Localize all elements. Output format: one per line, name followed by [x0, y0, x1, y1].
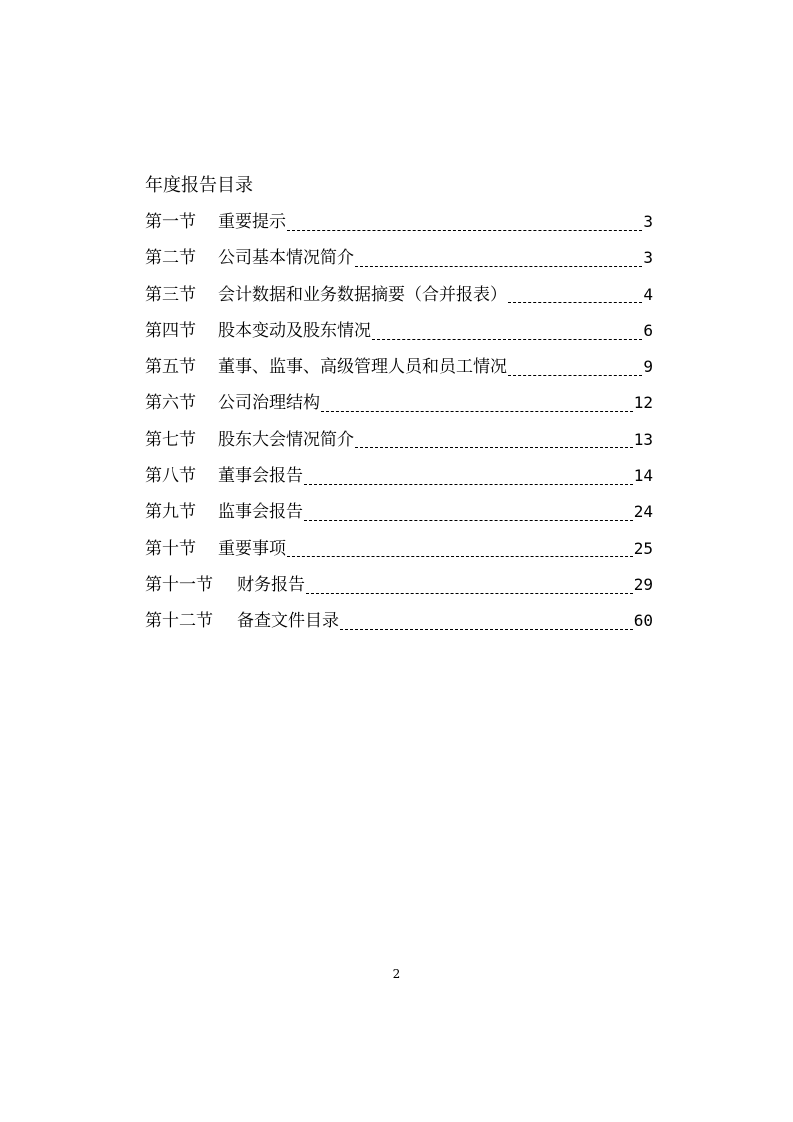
dot-leader — [508, 302, 642, 303]
page-reference: 9 — [643, 357, 653, 377]
toc-entry-9[interactable] — [145, 501, 653, 537]
page-reference: 24 — [633, 502, 653, 522]
section-title: 董事会报告 — [218, 466, 303, 487]
toc-title: 年度报告目录 — [145, 175, 253, 196]
section-title: 公司治理结构 — [218, 393, 320, 414]
toc-entry-1[interactable] — [145, 211, 653, 247]
section-number: 第十节 — [145, 538, 196, 559]
section-title: 会计数据和业务数据摘要（合并报表） — [218, 284, 507, 305]
dot-leader — [304, 520, 633, 521]
toc-entry-10[interactable] — [145, 538, 653, 574]
section-number: 第十二节 — [145, 611, 213, 632]
page-reference: 14 — [633, 466, 653, 486]
dot-leader — [287, 556, 633, 557]
section-title: 监事会报告 — [218, 502, 303, 523]
toc-entry-8[interactable] — [145, 465, 653, 501]
toc-entry-3[interactable] — [145, 284, 653, 320]
section-title: 重要提示 — [218, 212, 286, 232]
section-number: 第二节 — [145, 248, 196, 269]
dot-leader — [355, 447, 633, 448]
toc-entry-12[interactable] — [145, 610, 653, 646]
dot-leader — [340, 629, 633, 630]
toc-entry-6[interactable] — [145, 392, 653, 428]
section-number: 第十一节 — [145, 574, 213, 595]
toc-entry-2[interactable] — [145, 247, 653, 283]
section-number: 第九节 — [145, 502, 196, 523]
page-reference: 25 — [633, 538, 653, 558]
table-of-contents — [145, 211, 653, 647]
page-reference: 60 — [633, 611, 653, 631]
page-number: 2 — [392, 967, 401, 981]
page-reference: 12 — [633, 393, 653, 413]
page-reference: 6 — [643, 320, 653, 340]
page-reference: 29 — [633, 574, 653, 594]
page-reference: 4 — [643, 284, 653, 304]
section-number: 第八节 — [145, 466, 196, 487]
dot-leader — [355, 266, 642, 267]
section-number: 第三节 — [145, 284, 196, 305]
section-title: 备查文件目录 — [237, 611, 339, 632]
section-title: 重要事项 — [218, 538, 286, 559]
toc-entry-7[interactable] — [145, 429, 653, 465]
dot-leader — [306, 593, 633, 594]
section-number: 第五节 — [145, 357, 196, 378]
dot-leader — [287, 230, 642, 231]
dot-leader — [304, 484, 633, 485]
section-number: 第七节 — [145, 429, 196, 450]
section-number: 第四节 — [145, 320, 196, 341]
section-number: 第六节 — [145, 393, 196, 414]
section-title: 财务报告 — [237, 574, 305, 595]
dot-leader — [372, 339, 642, 340]
toc-entry-5[interactable] — [145, 356, 653, 392]
section-title: 股东大会情况简介 — [218, 429, 354, 450]
toc-entry-4[interactable] — [145, 320, 653, 356]
section-number: 第一节 — [145, 212, 196, 232]
section-title: 公司基本情况简介 — [218, 248, 354, 269]
section-title: 董事、监事、高级管理人员和员工情况 — [218, 357, 507, 378]
dot-leader — [508, 375, 642, 376]
dot-leader — [321, 411, 633, 412]
toc-entry-11[interactable] — [145, 574, 653, 610]
section-title: 股本变动及股东情况 — [218, 320, 371, 341]
page-reference: 3 — [643, 248, 653, 268]
page-reference: 13 — [633, 429, 653, 449]
page-reference: 3 — [643, 212, 653, 231]
